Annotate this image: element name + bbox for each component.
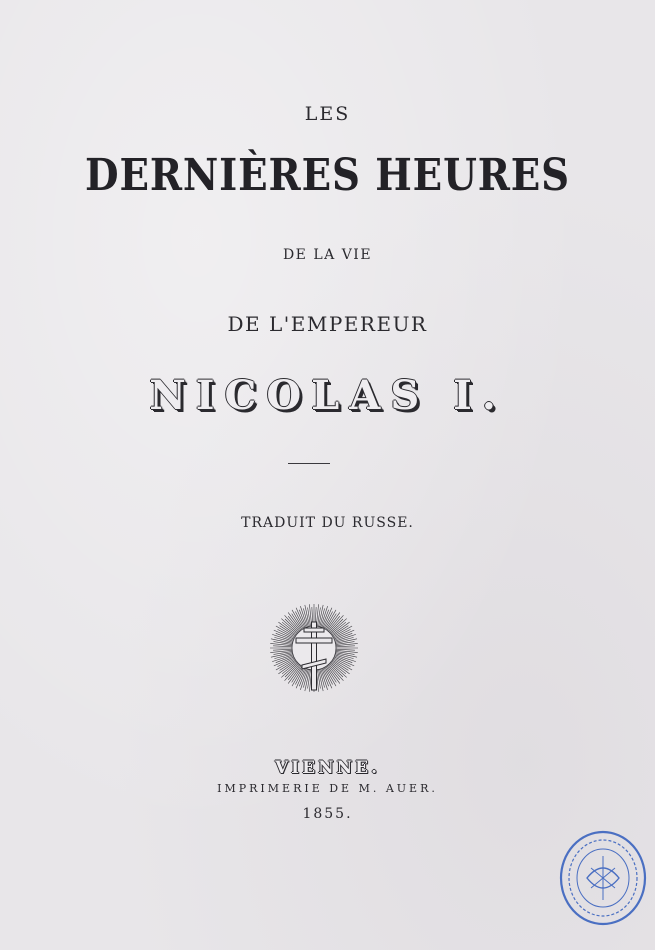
title-main-dernieres-heures: DERNIÈRES HEURES: [84, 150, 571, 201]
title-line-les: LES: [304, 103, 351, 125]
translation-note: TRADUIT DU RUSSE.: [241, 515, 414, 531]
orthodox-cross-sunburst-icon: [266, 601, 362, 695]
imprint-printer: IMPRIMERIE DE M. AUER.: [217, 782, 438, 795]
divider-rule: [288, 463, 330, 464]
title-line-de-la-vie: DE LA VIE: [282, 247, 373, 263]
title-line-de-l-empereur: DE L'EMPEREUR: [227, 312, 428, 336]
title-name-nicolas: NICOLAS I.: [149, 372, 506, 419]
imprint-city: VIENNE.: [274, 758, 381, 778]
imprint-year: 1855.: [302, 806, 353, 822]
library-stamp-icon: [557, 828, 649, 928]
